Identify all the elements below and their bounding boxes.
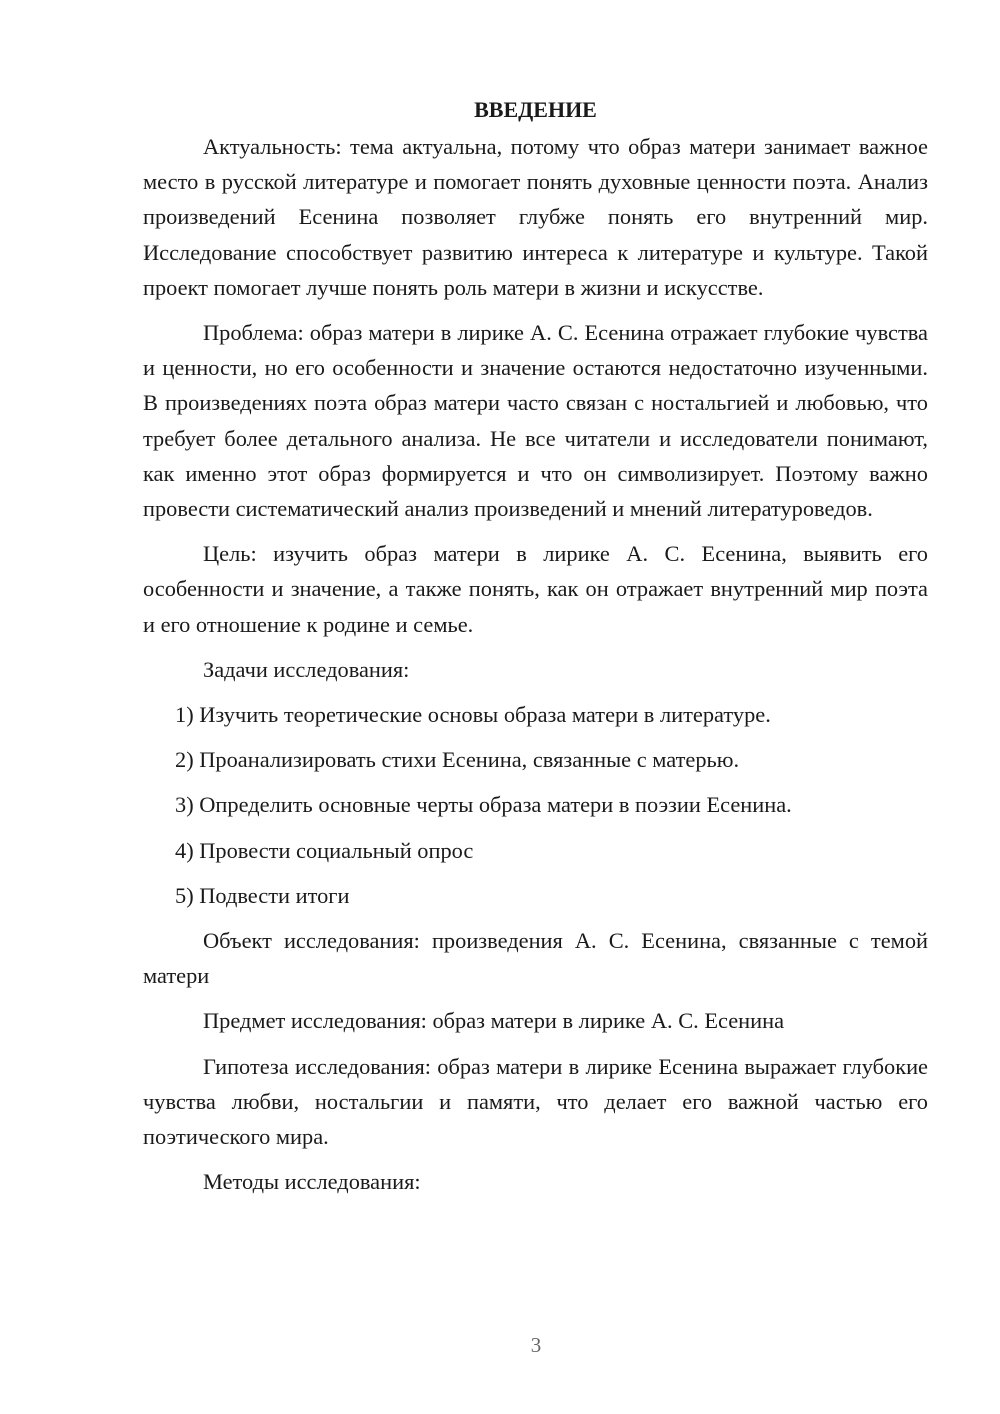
section-title: ВВЕДЕНИЕ xyxy=(474,97,597,122)
object-paragraph: Объект исследования: произведения А. С. Есенина, связанные с темой матери xyxy=(143,928,928,989)
relevance-paragraph: Актуальность: тема актуальна, потому что образ матери занимает важное место в русской литературе и помогает понять духовные ценности поэта. Анализ произведений Есенина позволяет глубже понять его внутренний мир. Исследование способствует развитию интереса к литературе и культуре. Такой проект помогает лучше понять роль матери в жизни и искусстве. xyxy=(143,134,928,300)
methods-heading: Методы исследования: xyxy=(203,1169,421,1195)
task-item: 2) Проанализировать стихи Есенина, связанные с матерью. xyxy=(175,747,740,773)
page-number: 3 xyxy=(530,1333,542,1357)
task-item: 5) Подвести итоги xyxy=(175,882,350,908)
goal-paragraph: Цель: изучить образ матери в лирике А. С. Есенина, выявить его особенности и значение, а также понять, как он отражает внутренний мир поэта и его отношение к родине и семье. xyxy=(143,541,928,637)
task-item: 1) Изучить теоретические основы образа матери в литературе. xyxy=(175,702,771,728)
task-item: 4) Провести социальный опрос xyxy=(175,837,474,863)
hypothesis-paragraph: Гипотеза исследования: образ матери в лирике Есенина выражает глубокие чувства любви, ностальгии и памяти, что делает его важной частью его поэтического мира. xyxy=(143,1053,928,1150)
document-page xyxy=(143,92,928,1209)
problem-paragraph: Проблема: образ матери в лирике А. С. Есенина отражает глубокие чувства и ценности, но его особенности и значение остаются недостаточно изученными. В произведениях поэта образ матери часто связан с ностальгией и любовью, что требует более детального анализа. Не все читатели и исследователи понимают, как именно этот образ формируется и что он символизирует. Поэтому важно провести систематический анализ произведений и мнений литературоведов. xyxy=(143,320,928,522)
task-item: 3) Определить основные черты образа матери в поэзии Есенина. xyxy=(175,792,792,818)
tasks-heading: Задачи исследования: xyxy=(203,656,410,682)
tasks-list xyxy=(143,697,928,913)
subject-paragraph: Предмет исследования: образ матери в лирике А. С. Есенина xyxy=(203,1008,785,1034)
